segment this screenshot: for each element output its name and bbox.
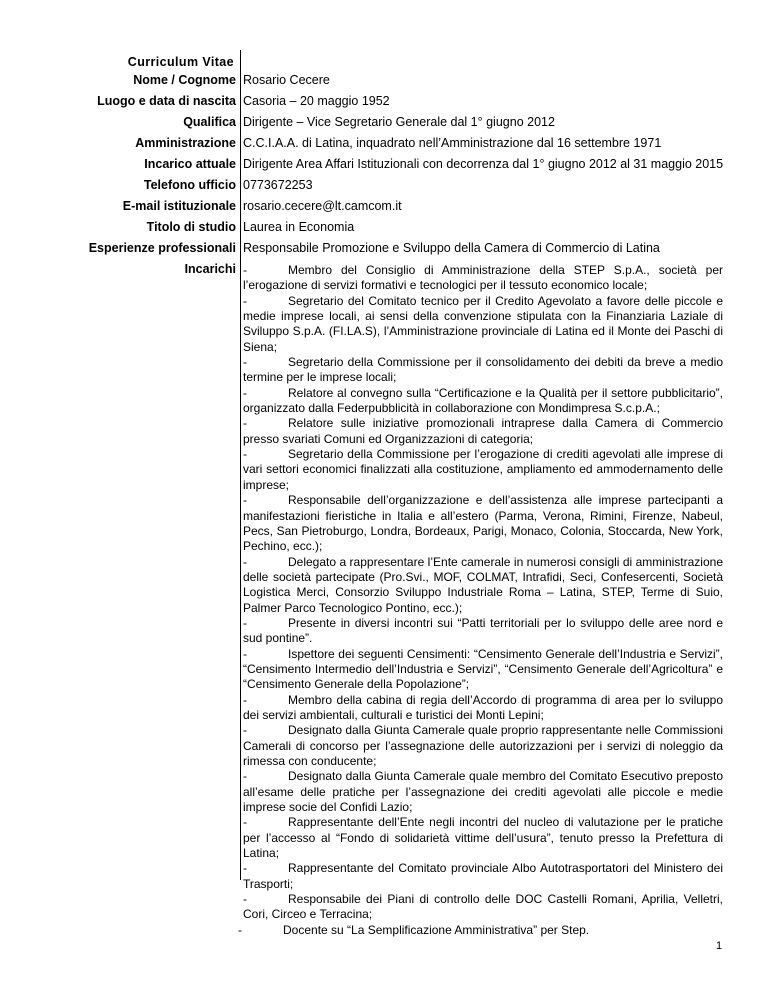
list-item: - Membro della cabina di regia dell’Accordo di programma di area per lo sviluppo dei servizi ambientali, culturali e turistici dei Monti Lepini; [243, 692, 723, 722]
field-label: Nome / Cognome [133, 73, 236, 87]
incarichi-list [238, 263, 723, 938]
list-item: - Ispettore dei seguenti Censimenti: “Censimento Generale dell’Industria e Servizi”, “Censimento Intermedio dell’Industria e Servizi”, “Censimento Generale dell’Agricoltura” e “Censimento Generale della Popolazione”; [243, 646, 723, 692]
list-item: - Designato dalla Giunta Camerale quale membro del Comitato Esecutivo preposto all’esame delle pratiche per l’assegnazione dei crediti agevolati alle piccole e medie imprese socie del Confidi Lazio; [243, 769, 723, 815]
email-link[interactable]: rosario.cecere@lt.camcom.it [243, 199, 402, 213]
field-qualifica [0, 115, 768, 135]
field-label: Qualifica [183, 115, 236, 129]
field-value: Dirigente – Vice Segretario Generale dal 1° giugno 2012 [243, 115, 555, 129]
field-birth [0, 94, 768, 114]
field-titolo [0, 220, 768, 240]
field-value: Responsabile Promozione e Sviluppo della Camera di Commercio di Latina [243, 241, 660, 255]
list-item: - Responsabile dell’organizzazione e dell’assistenza alle imprese partecipanti a manifestazioni fieristiche in Italia e all’estero (Parma, Verona, Rimini, Firenze, Nabeul, Pecs, San Pietroburgo, Londra, Bordeaux, Parigi, Monaco, Colonia, Stoccarda, New York, Pechino, ecc.); [243, 493, 723, 554]
field-label: Titolo di studio [146, 220, 236, 234]
list-item: - Responsabile dei Piani di controllo delle DOC Castelli Romani, Aprilia, Velletri, Cori, Circeo e Terracina; [243, 892, 723, 922]
page-number: 1 [716, 940, 723, 952]
field-value: Casoria – 20 maggio 1952 [243, 94, 390, 108]
list-item: - Membro del Consiglio di Amministrazione della STEP S.p.A., società per l’erogazione di servizi formativi e tecnologici per il tessuto economico locale; [243, 263, 723, 293]
field-value: Dirigente Area Affari Istituzionali con decorrenza dal 1° giugno 2012 al 31 maggio 2015 [243, 157, 724, 171]
list-item: - Segretario del Comitato tecnico per il Credito Agevolato a favore delle piccole e medie imprese locali, ai sensi della convenzione stipulata con la Finanziaria Laziale di Sviluppo S.p.A. (FI.LA.S), l’Amministrazione provinciale di Latina ed il Monte dei Paschi di Siena; [243, 293, 723, 354]
list-item: - Segretario della Commissione per il consolidamento dei debiti da breve a medio termine per le imprese locali; [243, 355, 723, 385]
field-label: Amministrazione [135, 136, 236, 150]
field-esperienze [0, 241, 768, 261]
field-value: Rosario Cecere [243, 73, 330, 87]
field-label: E-mail istituzionale [122, 199, 236, 213]
field-label: Incarico attuale [144, 157, 236, 171]
field-name [0, 73, 768, 93]
field-label: Telefono ufficio [143, 178, 236, 192]
field-label: Luogo e data di nascita [97, 94, 236, 108]
field-telefono [0, 178, 768, 198]
field-label: Incarichi [184, 262, 236, 276]
field-email [0, 199, 768, 219]
cv-title: Curriculum Vitae [127, 55, 234, 69]
list-item: - Delegato a rappresentare l’Ente camerale in numerosi consigli di amministrazione delle società partecipate (Pro.Svi., MOF, COLMAT, Intrafidi, Seci, Confesercenti, Società Logistica Merci, Consorzio Sviluppo Industriale Roma – Latina, STEP, Terme di Suio, Palmer Parco Tecnologico Pontino, ecc.); [243, 554, 723, 615]
field-value: 0773672253 [243, 178, 313, 192]
list-item: - Relatore al convegno sulla “Certificazione e la Qualità per il settore pubblicitario”, organizzato dalla Federpubblicità in collaborazione con Mondimpresa S.c.p.A.; [243, 385, 723, 416]
list-item: - Segretario della Commissione per l’erogazione di crediti agevolati alle imprese di vari settori economici finalizzati alla costituzione, ampliamento ed ammodernamento delle imprese; [243, 447, 723, 492]
list-item: - Presente in diversi incontri sui “Patti territoriali per lo sviluppo delle aree nord e sud pontine”. [243, 615, 723, 646]
list-item: - Designato dalla Giunta Camerale quale proprio rappresentante nelle Commissioni Camerali di concorso per l’assegnazione delle autorizzazioni per i servizi di noleggio da rimessa con conducente; [243, 723, 723, 768]
field-value: Laurea in Economia [243, 220, 355, 234]
field-label: Esperienze professionali [88, 241, 236, 255]
list-item: - Rappresentante del Comitato provinciale Albo Autotrasportatori del Ministero dei Trasporti; [243, 861, 723, 891]
field-incarico [0, 157, 768, 177]
list-item: - Rappresentante dell’Ente negli incontri del nucleo di valutazione per le pratiche per l’accesso al “Fondo di solidarietà vittime dell’usura”, tenuto presso la Prefettura di Latina; [243, 815, 723, 861]
list-item: - Docente su “La Semplificazione Amministrativa” per Step. [238, 922, 590, 937]
field-value: C.C.I.A.A. di Latina, inquadrato nell’Amministrazione dal 16 settembre 1971 [243, 136, 662, 150]
field-amministrazione [0, 136, 768, 156]
list-item: - Relatore sulle iniziative promozionali intraprese dalla Camera di Commercio presso svariati Comuni ed Organizzazioni di categoria; [243, 416, 723, 446]
